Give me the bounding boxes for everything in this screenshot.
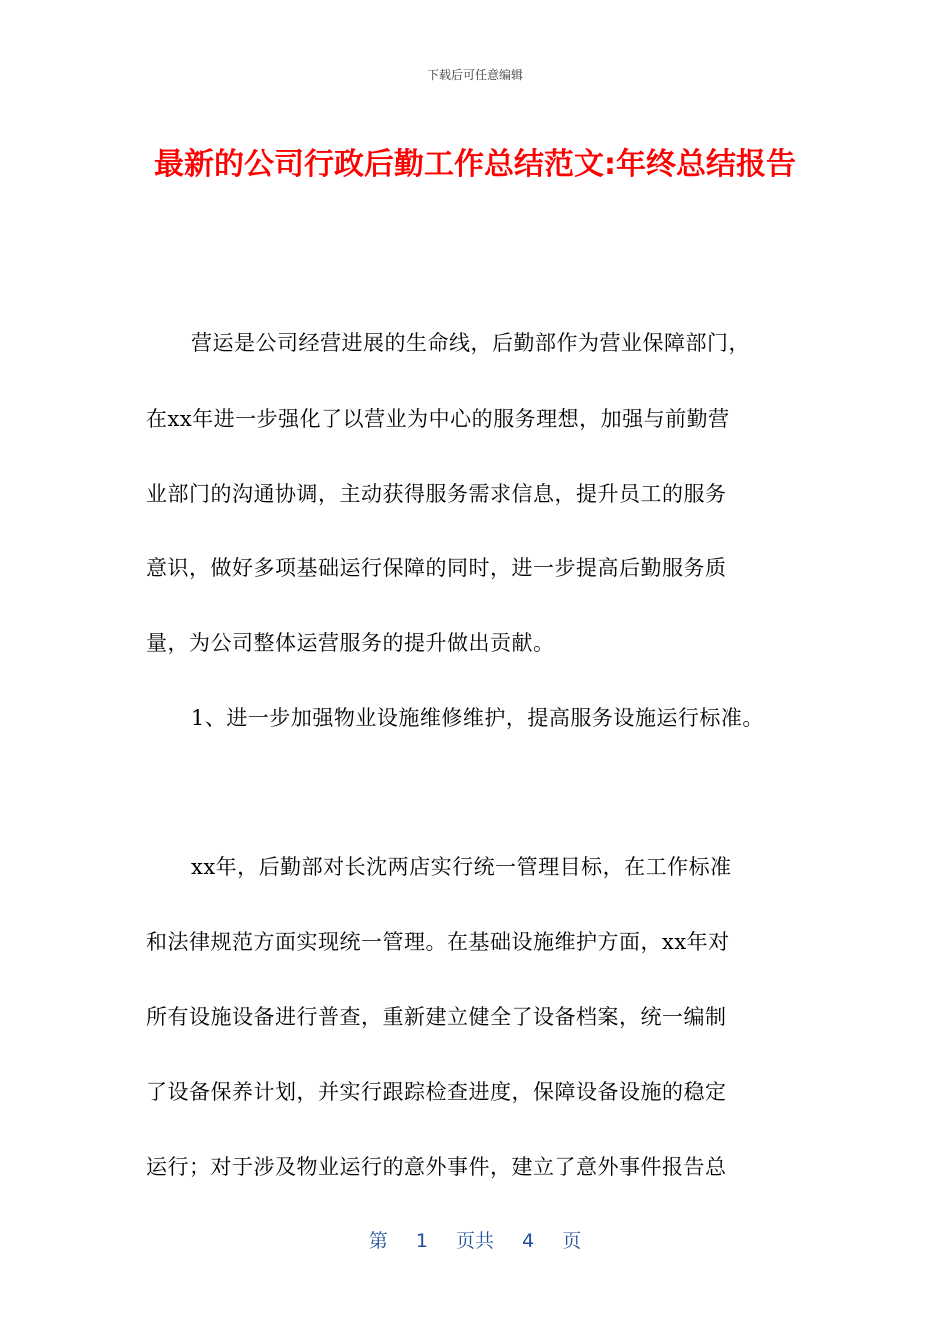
- header-note: 下载后可任意编辑: [426, 68, 523, 82]
- document-title: 最新的公司行政后勤工作总结范文:年终总结报告: [154, 147, 796, 182]
- paragraph-line: 意识，做好多项基础运行保障的同时，进一步提高后勤服务质: [146, 556, 727, 580]
- paragraph-line: 在xx年进一步强化了以营业为中心的服务理想，加强与前勤营: [146, 407, 730, 431]
- section-heading-line: 1、进一步加强物业设施维修维护，提高服务设施运行标准。: [191, 706, 764, 730]
- footer-prefix: 第: [368, 1230, 388, 1252]
- paragraph-line: 业部门的沟通协调，主动获得服务需求信息，提升员工的服务: [146, 482, 727, 506]
- page-footer: [0, 1226, 950, 1253]
- paragraph-line: 所有设施设备进行普查，重新建立健全了设备档案，统一编制: [146, 1005, 727, 1029]
- paragraph-line: 运行；对于涉及物业运行的意外事件，建立了意外事件报告总: [146, 1155, 727, 1179]
- paragraph-line: 营运是公司经营进展的生命线，后勤部作为营业保障部门，: [191, 331, 750, 355]
- paragraph-line: 了设备保养计划，并实行跟踪检查进度，保障设备设施的稳定: [146, 1080, 727, 1104]
- footer-page-number: 1: [415, 1230, 428, 1252]
- footer-middle: 页共: [455, 1230, 494, 1252]
- paragraph-line: 和法律规范方面实现统一管理。在基础设施维护方面，xx年对: [146, 930, 730, 954]
- paragraph-line: 量，为公司整体运营服务的提升做出贡献。: [146, 631, 555, 655]
- footer-total-pages: 4: [522, 1230, 535, 1252]
- footer-suffix: 页: [562, 1230, 582, 1252]
- paragraph-line: xx年，后勤部对长沈两店实行统一管理目标，在工作标准: [191, 855, 732, 879]
